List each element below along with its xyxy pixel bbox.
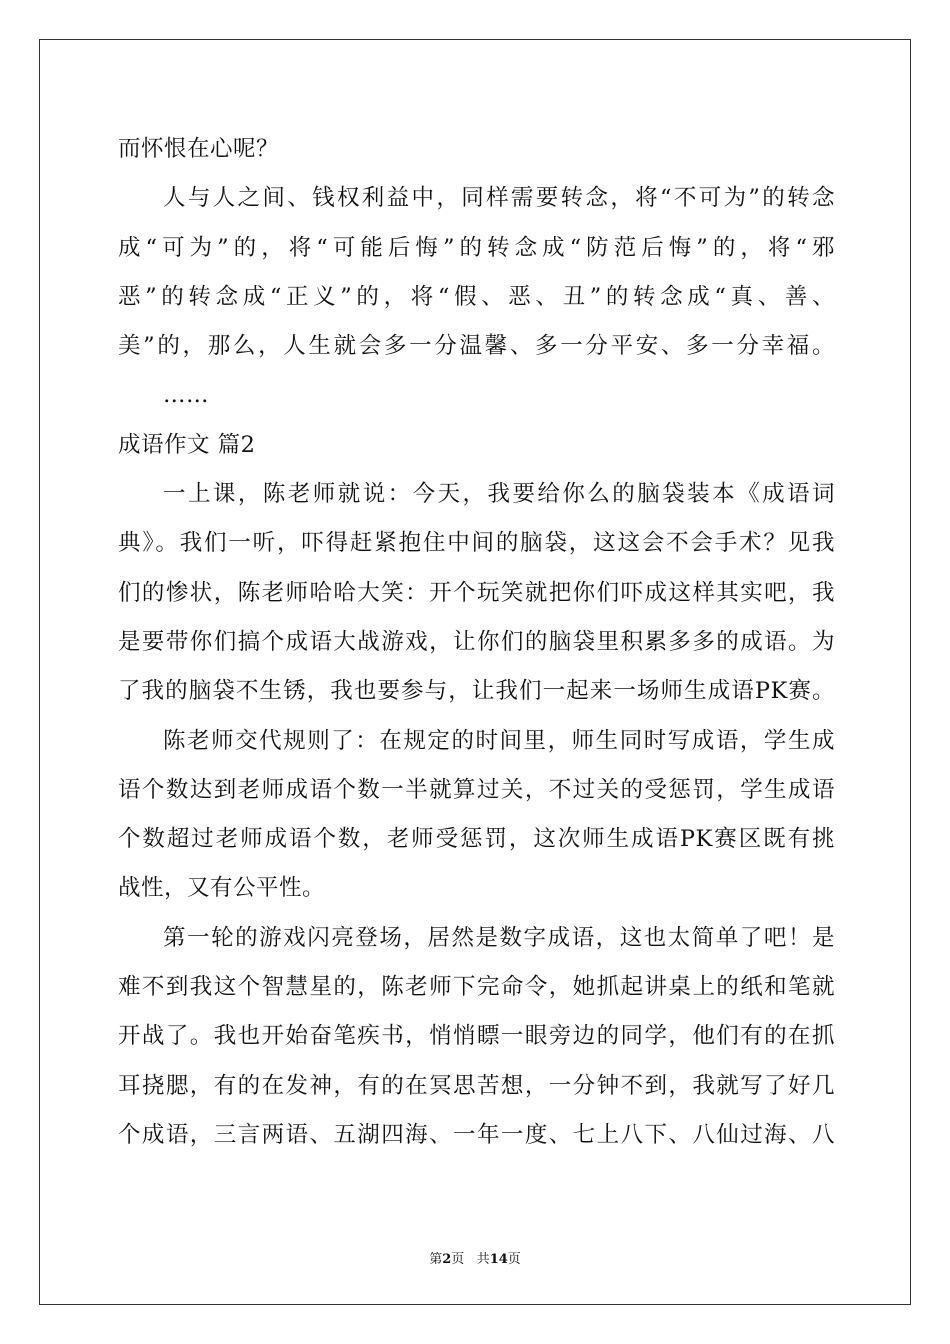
current-page-number: 2 — [442, 1252, 452, 1267]
text-line: 而怀恨在心呢？ — [118, 136, 280, 162]
total-page-count: 14 — [489, 1252, 508, 1267]
document-body — [118, 125, 835, 1160]
text-line: 耳挠腮，有的在发神，有的在冥思苦想，一分钟不到，我就写了好几 — [118, 1072, 835, 1099]
footer-page-suffix: 页 — [451, 1252, 465, 1267]
page-footer — [0, 1248, 950, 1267]
text-line: 个数超过老师成语个数，老师受惩罚，这次师生成语PK赛区既有挑 — [118, 826, 835, 853]
text-line: 了我的脑袋不生锈，我也要参与，让我们一起来一场师生成语PK赛。 — [118, 678, 835, 705]
text-line: 个成语，三言两语、五湖四海、一年一度、七上八下、八仙过海、八 — [118, 1121, 835, 1148]
text-line: 们的惨状，陈老师哈哈大笑：开个玩笑就把你们吓成这样其实吧，我 — [118, 579, 835, 606]
text-line: 成“可为”的，将“可能后悔”的转念成“防范后悔”的，将“邪 — [118, 234, 835, 261]
footer-total-suffix: 页 — [507, 1252, 521, 1267]
text-line: 是要带你们搞个成语大战游戏，让你们的脑袋里积累多多的成语。为 — [118, 628, 835, 655]
text-line: 美”的，那么，人生就会多一分温馨、多一分平安、多一分幸福。 — [118, 333, 835, 360]
text-line: 战性，又有公平性。 — [118, 875, 326, 902]
footer-total-prefix: 共 — [476, 1252, 490, 1267]
text-line: 人与人之间、钱权利益中，同样需要转念，将“不可为”的转念 — [163, 185, 835, 212]
text-line: 典》。我们一听，吓得赶紧抱住中间的脑袋，这这会不会手术？见我 — [118, 530, 835, 557]
text-line: 第一轮的游戏闪亮登场，居然是数字成语，这也太简单了吧！是 — [163, 924, 835, 951]
text-line: …… — [163, 382, 209, 409]
text-line: 开战了。我也开始奋笔疾书，悄悄瞟一眼旁边的同学，他们有的在抓 — [118, 1023, 835, 1050]
text-line: 恶”的转念成“正义”的，将“假、恶、丑”的转念成“真、善、 — [118, 283, 835, 310]
text-line: 语个数达到老师成语个数一半就算过关，不过关的受惩罚，学生成语 — [118, 776, 835, 803]
text-line: 成语作文 篇2 — [118, 431, 256, 458]
footer-prefix: 第 — [429, 1252, 443, 1267]
text-line: 一上课，陈老师就说：今天，我要给你么的脑袋装本《成语词 — [163, 481, 835, 508]
text-line: 陈老师交代规则了：在规定的时间里，师生同时写成语，学生成 — [163, 727, 835, 754]
text-line: 难不到我这个智慧星的，陈老师下完命令，她抓起讲桌上的纸和笔就 — [118, 974, 835, 1001]
